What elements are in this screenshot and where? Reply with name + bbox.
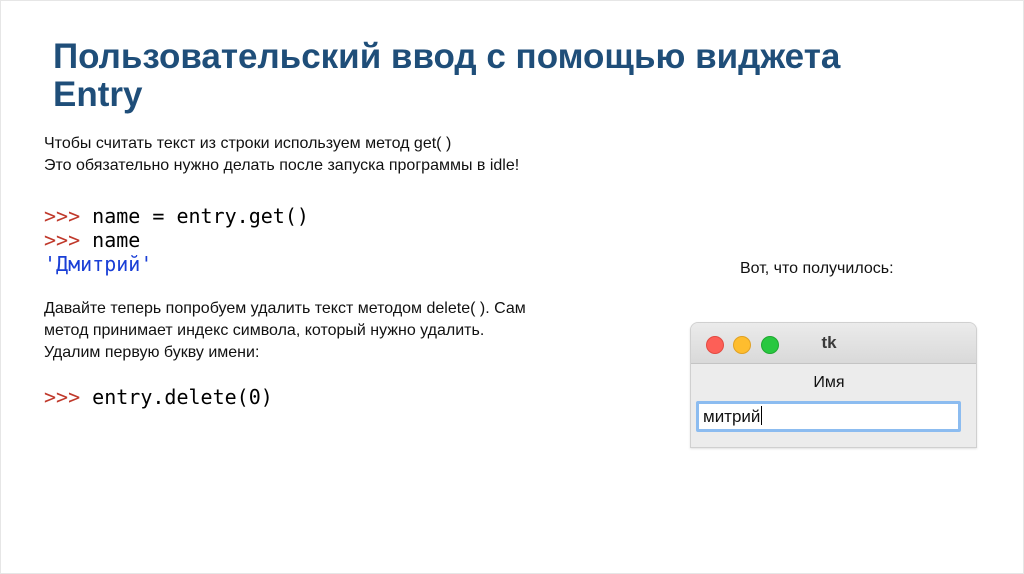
explanation-line: Удалим первую букву имени: [44, 344, 260, 361]
code-output-line [44, 252, 309, 276]
code-line [44, 204, 309, 228]
code-line [44, 228, 309, 252]
repl-prompt: >>> [44, 204, 81, 228]
entry-value: митрий [703, 407, 761, 426]
code-block-get [44, 204, 309, 276]
window-body [691, 364, 976, 447]
name-entry-field[interactable] [696, 401, 961, 432]
repl-prompt: >>> [44, 385, 81, 409]
intro-line: Чтобы считать текст из строки используем метод get( ) [44, 135, 452, 152]
window-title: tk [821, 333, 837, 352]
intro-text [44, 133, 519, 177]
code-text: entry.delete(0) [92, 385, 273, 409]
delete-explanation [44, 298, 526, 364]
result-caption: Вот, что получилось: [740, 260, 894, 277]
code-text: name = entry.get() [92, 204, 309, 228]
tk-window-screenshot [690, 322, 977, 448]
name-label: Имя [813, 374, 845, 391]
explanation-line: Давайте теперь попробуем удалить текст методом delete( ). Сам [44, 300, 526, 317]
explanation-line: метод принимает индекс символа, который нужно удалить. [44, 322, 485, 339]
code-block-delete [44, 385, 273, 409]
text-caret [761, 406, 762, 425]
code-line [44, 385, 273, 409]
code-output: 'Дмитрий' [44, 252, 153, 276]
code-text: name [92, 228, 141, 252]
repl-prompt: >>> [44, 228, 81, 252]
window-titlebar[interactable] [691, 323, 976, 364]
intro-line: Это обязательно нужно делать после запуска программы в idle! [44, 157, 520, 174]
slide-title: Пользовательский ввод с помощью виджета Entry [53, 37, 841, 114]
